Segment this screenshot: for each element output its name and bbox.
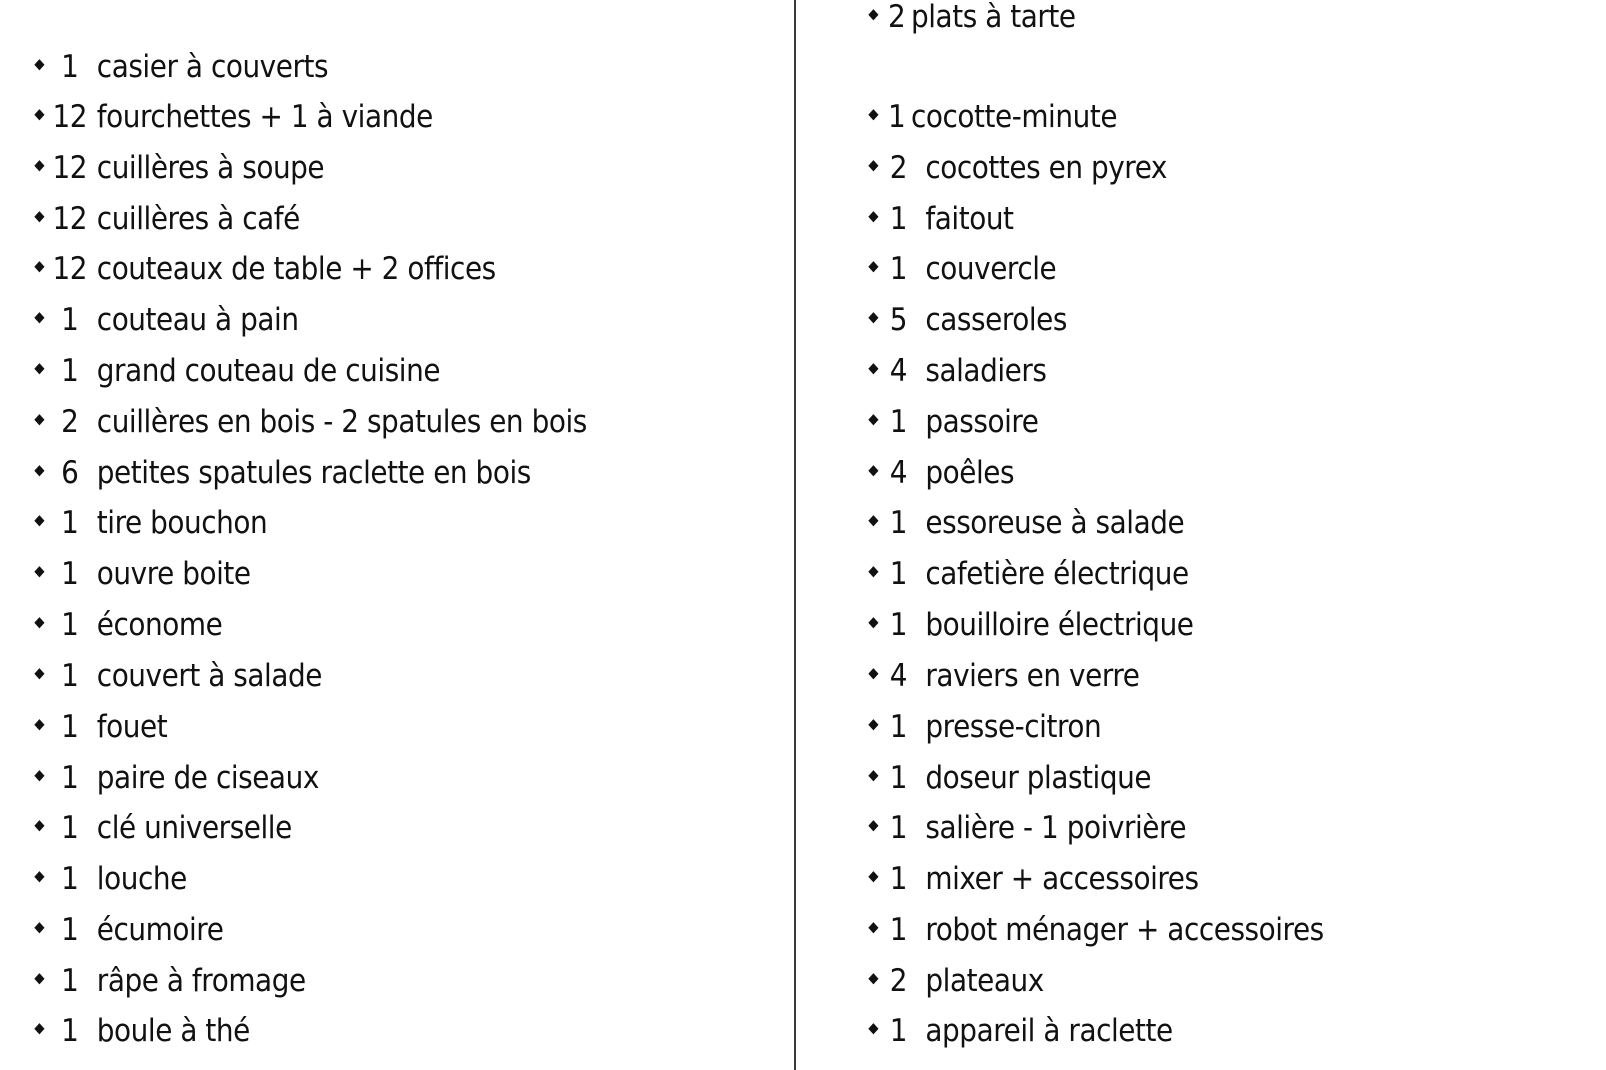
diamond-bullet-icon (34, 566, 44, 577)
diamond-bullet-icon (868, 973, 878, 984)
list-item (32, 143, 324, 193)
item-label: raviers en verre (925, 658, 1140, 694)
item-label: mixer + accessoires (925, 861, 1199, 897)
diamond-bullet-icon (34, 617, 44, 628)
item-label: couvercle (925, 251, 1057, 287)
list-item (866, 448, 1014, 498)
diamond-bullet-icon (868, 363, 878, 374)
item-label: presse-citron (925, 709, 1102, 745)
item-label: petites spatules raclette en bois (96, 455, 531, 491)
diamond-bullet-icon (868, 922, 878, 933)
item-label: cocottes en pyrex (925, 150, 1168, 186)
item-quantity: 4 (889, 353, 908, 389)
diamond-bullet-icon (34, 871, 44, 882)
item-quantity: 2 (61, 404, 79, 440)
list-item (866, 498, 1184, 548)
item-quantity: 1 (889, 912, 908, 948)
item-quantity: 1 (889, 607, 908, 643)
item-quantity: 1 (61, 607, 79, 643)
diamond-bullet-icon (868, 414, 878, 425)
diamond-bullet-icon (34, 820, 44, 831)
item-quantity: 1 (61, 963, 79, 999)
diamond-bullet-icon (868, 261, 878, 272)
diamond-bullet-icon (868, 770, 878, 781)
item-label: boule à thé (96, 1013, 250, 1049)
item-quantity: 1 (61, 861, 79, 897)
item-label: cafetière électrique (925, 556, 1189, 592)
list-item (32, 1006, 250, 1056)
item-quantity: 1 (887, 99, 906, 135)
list-item (866, 295, 1067, 345)
item-quantity: 1 (61, 658, 79, 694)
item-quantity: 1 (889, 251, 908, 287)
item-label: plateaux (925, 963, 1044, 999)
diamond-bullet-icon (868, 515, 878, 526)
list-item (32, 549, 251, 599)
item-label: bouilloire électrique (925, 607, 1194, 643)
item-quantity: 1 (889, 760, 908, 796)
diamond-bullet-icon (34, 1023, 44, 1034)
item-quantity: 1 (61, 556, 79, 592)
item-label: plats à tarte (911, 0, 1076, 35)
list-item (32, 803, 292, 853)
item-quantity: 5 (889, 302, 908, 338)
list-item (866, 753, 1151, 803)
list-item (32, 244, 496, 294)
diamond-bullet-icon (34, 465, 44, 476)
list-item (32, 295, 299, 345)
diamond-bullet-icon (34, 719, 44, 730)
item-label: cuillères à café (96, 201, 300, 237)
item-label: cuillères à soupe (96, 150, 325, 186)
item-quantity: 1 (889, 861, 908, 897)
item-quantity: 1 (61, 760, 79, 796)
diamond-bullet-icon (34, 363, 44, 374)
item-quantity: 12 (52, 251, 88, 287)
item-quantity: 1 (889, 556, 908, 592)
item-quantity: 2 (889, 963, 908, 999)
item-quantity: 1 (61, 49, 79, 85)
list-item (866, 143, 1167, 193)
item-label: doseur plastique (925, 760, 1152, 796)
list-item (866, 244, 1056, 294)
diamond-bullet-icon (868, 1023, 878, 1034)
item-quantity: 6 (61, 455, 79, 491)
item-quantity: 1 (61, 810, 79, 846)
diamond-bullet-icon (868, 566, 878, 577)
list-item (866, 346, 1046, 396)
diamond-bullet-icon (868, 871, 878, 882)
diamond-bullet-icon (34, 414, 44, 425)
item-label: clé universelle (96, 810, 292, 846)
diamond-bullet-icon (34, 515, 44, 526)
list-item (32, 346, 440, 396)
diamond-bullet-icon (34, 59, 44, 70)
diamond-bullet-icon (34, 668, 44, 679)
diamond-bullet-icon (34, 312, 44, 323)
item-quantity: 1 (61, 1013, 79, 1049)
item-label: salière - 1 poivrière (925, 810, 1187, 846)
item-label: faitout (925, 201, 1014, 237)
list-item (866, 956, 1044, 1006)
item-label: ouvre boite (96, 556, 251, 592)
item-quantity: 1 (61, 302, 79, 338)
item-quantity: 1 (61, 505, 79, 541)
item-label: cocotte-minute (911, 99, 1118, 135)
diamond-bullet-icon (868, 211, 878, 222)
item-quantity: 4 (889, 455, 908, 491)
list-item (866, 549, 1189, 599)
item-quantity: 4 (889, 658, 908, 694)
item-label: paire de ciseaux (96, 760, 319, 796)
list-item (866, 854, 1199, 904)
item-label: tire bouchon (96, 505, 268, 541)
item-label: passoire (925, 404, 1039, 440)
list-item (32, 194, 300, 244)
column-divider (794, 0, 796, 1070)
item-label: casseroles (925, 302, 1067, 338)
diamond-bullet-icon (34, 109, 44, 120)
list-item (32, 651, 322, 701)
item-label: fourchettes + 1 à viande (96, 99, 433, 135)
list-item (32, 854, 187, 904)
diamond-bullet-icon (34, 922, 44, 933)
item-quantity: 1 (889, 505, 908, 541)
list-item (866, 905, 1324, 955)
item-quantity: 12 (52, 150, 88, 186)
list-item (866, 0, 1076, 42)
list-item (866, 702, 1101, 752)
diamond-bullet-icon (868, 9, 878, 20)
item-quantity: 1 (889, 810, 908, 846)
item-label: râpe à fromage (96, 963, 306, 999)
item-label: couteaux de table + 2 offices (96, 251, 496, 287)
list-item (866, 194, 1014, 244)
item-quantity: 2 (889, 150, 908, 186)
item-label: saladiers (925, 353, 1047, 389)
list-item (866, 803, 1186, 853)
item-label: écumoire (96, 912, 224, 948)
item-quantity: 1 (61, 912, 79, 948)
diamond-bullet-icon (34, 973, 44, 984)
item-label: cuillères en bois - 2 spatules en bois (96, 404, 587, 440)
item-label: essoreuse à salade (925, 505, 1185, 541)
diamond-bullet-icon (868, 719, 878, 730)
list-item (32, 905, 223, 955)
item-label: couteau à pain (96, 302, 299, 338)
list-item (32, 600, 222, 650)
item-quantity: 12 (52, 99, 88, 135)
item-label: couvert à salade (96, 658, 322, 694)
item-quantity: 1 (889, 1013, 908, 1049)
list-item (32, 498, 267, 548)
diamond-bullet-icon (868, 668, 878, 679)
diamond-bullet-icon (868, 465, 878, 476)
item-quantity: 12 (52, 201, 88, 237)
item-quantity: 1 (61, 353, 79, 389)
list-item (866, 600, 1194, 650)
diamond-bullet-icon (868, 312, 878, 323)
diamond-bullet-icon (868, 617, 878, 628)
list-item (866, 1006, 1173, 1056)
list-item (32, 753, 319, 803)
list-item (32, 702, 167, 752)
item-quantity: 2 (887, 0, 906, 35)
item-label: casier à couverts (96, 49, 329, 85)
item-label: appareil à raclette (925, 1013, 1173, 1049)
item-quantity: 1 (889, 709, 908, 745)
item-label: robot ménager + accessoires (925, 912, 1324, 948)
item-label: fouet (96, 709, 168, 745)
diamond-bullet-icon (34, 261, 44, 272)
diamond-bullet-icon (34, 211, 44, 222)
diamond-bullet-icon (868, 820, 878, 831)
item-quantity: 1 (889, 404, 908, 440)
list-item (866, 651, 1139, 701)
diamond-bullet-icon (34, 770, 44, 781)
item-label: poêles (925, 455, 1015, 491)
list-item (32, 448, 531, 498)
diamond-bullet-icon (34, 160, 44, 171)
diamond-bullet-icon (868, 109, 878, 120)
item-quantity: 1 (889, 201, 908, 237)
item-quantity: 1 (61, 709, 79, 745)
list-item (32, 92, 433, 142)
item-label: louche (96, 861, 187, 897)
item-label: grand couteau de cuisine (96, 353, 441, 389)
list-item (32, 42, 328, 92)
diamond-bullet-icon (868, 160, 878, 171)
list-item (866, 397, 1039, 447)
item-label: économe (96, 607, 223, 643)
list-item (32, 956, 306, 1006)
list-item (32, 397, 587, 447)
list-item (866, 92, 1117, 142)
